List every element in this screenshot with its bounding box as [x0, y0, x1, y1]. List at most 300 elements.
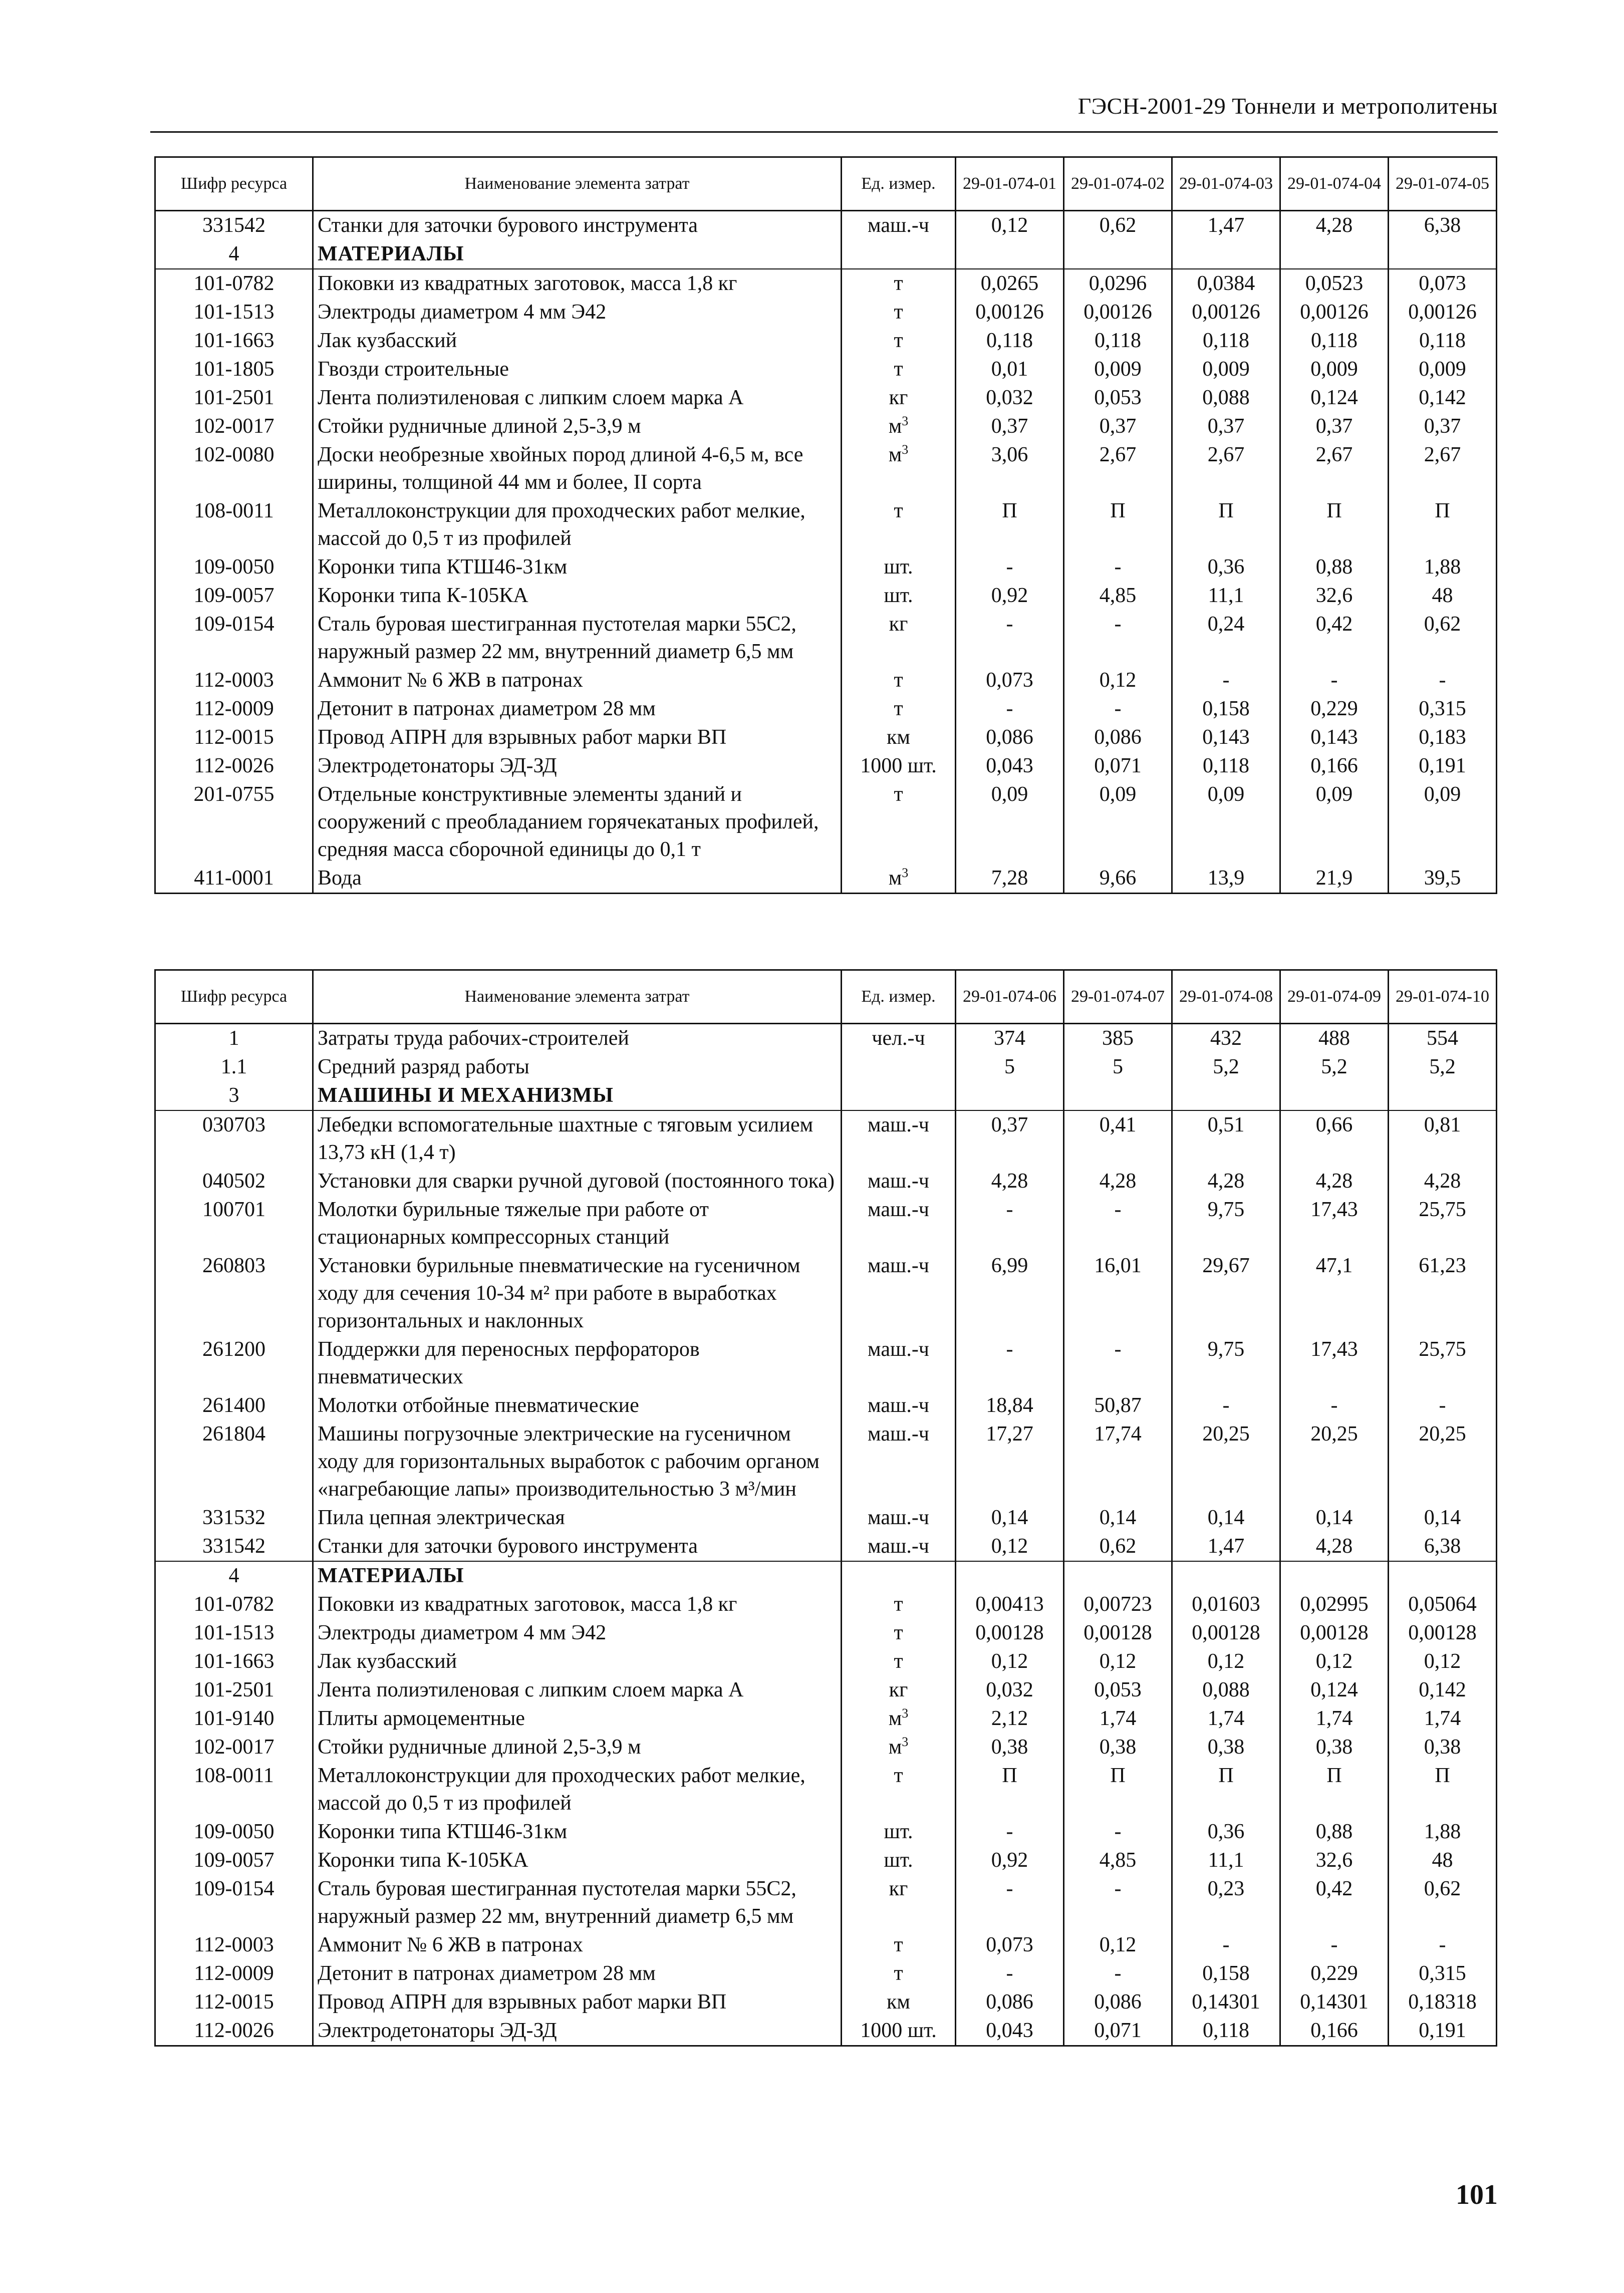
- value-cell: [956, 240, 1064, 269]
- value-cell: 4,28: [1389, 1167, 1497, 1196]
- value-cell: 0,05064: [1389, 1590, 1497, 1619]
- unit-cell: [842, 1818, 956, 1846]
- table-row: [155, 1420, 1497, 1504]
- value-cell: -: [1064, 1196, 1172, 1252]
- value-cell: 2,67: [1172, 441, 1280, 497]
- resource-code: 101-9140: [155, 1704, 313, 1733]
- unit-cell: [842, 1846, 956, 1875]
- value-cell: 0,166: [1280, 2017, 1389, 2046]
- unit-cell: [842, 1733, 956, 1762]
- unit-superscript: 3: [902, 1706, 909, 1721]
- resource-code: 101-1663: [155, 327, 313, 355]
- value-cell: 0,0296: [1064, 269, 1172, 298]
- unit-text: м: [888, 1736, 902, 1759]
- unit-cell: [842, 2017, 956, 2046]
- header-code: Шифр ресурса: [155, 157, 313, 211]
- table-row: [155, 1335, 1497, 1391]
- table-row: [155, 1676, 1497, 1704]
- value-cell: 6,38: [1389, 211, 1497, 240]
- resource-name: Стойки рудничные длиной 2,5-3,9 м: [313, 1733, 842, 1762]
- value-cell: 0,086: [956, 723, 1064, 752]
- value-cell: -: [956, 1335, 1064, 1391]
- value-cell: 0,229: [1280, 695, 1389, 723]
- value-cell: 0,142: [1389, 1676, 1497, 1704]
- unit-text: м: [888, 443, 902, 466]
- unit-superscript: 3: [902, 1735, 909, 1749]
- resource-code: 331542: [155, 211, 313, 240]
- resource-name: Аммонит № 6 ЖВ в патронах: [313, 1931, 842, 1959]
- value-cell: [1172, 1561, 1280, 1590]
- unit-cell: [842, 1196, 956, 1252]
- value-cell: 0,37: [1172, 412, 1280, 441]
- unit-cell: [842, 780, 956, 864]
- unit-cell: [842, 666, 956, 695]
- value-cell: 0,0384: [1172, 269, 1280, 298]
- unit-cell: [842, 1391, 956, 1420]
- value-cell: 20,25: [1389, 1420, 1497, 1504]
- value-cell: 385: [1064, 1024, 1172, 1053]
- value-cell: [1389, 1081, 1497, 1110]
- value-cell: 0,00126: [1064, 298, 1172, 327]
- resource-code: 4: [155, 1561, 313, 1590]
- resource-code: 4: [155, 240, 313, 269]
- resource-name: Лебедки вспомогательные шахтные с тяговым усилием 13,73 кН (1,4 т): [313, 1110, 842, 1167]
- table-row: [155, 582, 1497, 610]
- value-cell: -: [1064, 553, 1172, 582]
- resource-code: 112-0003: [155, 1931, 313, 1959]
- value-cell: 32,6: [1280, 582, 1389, 610]
- value-cell: 0,09: [1389, 780, 1497, 864]
- table-row: [155, 497, 1497, 553]
- value-cell: -: [1064, 610, 1172, 666]
- value-cell: [1389, 1561, 1497, 1590]
- value-cell: 0,09: [1280, 780, 1389, 864]
- unit-cell: [842, 1704, 956, 1733]
- unit-cell: [842, 384, 956, 412]
- value-cell: 0,088: [1172, 1676, 1280, 1704]
- table-row: [155, 1704, 1497, 1733]
- value-cell: 39,5: [1389, 864, 1497, 894]
- table-row: [155, 412, 1497, 441]
- value-cell: 0,0523: [1280, 269, 1389, 298]
- value-cell: 0,12: [1064, 1647, 1172, 1676]
- value-cell: 20,25: [1172, 1420, 1280, 1504]
- value-cell: 0,00128: [1172, 1619, 1280, 1647]
- resource-name: Провод АПРН для взрывных работ марки ВП: [313, 1988, 842, 2017]
- resource-code: 112-0003: [155, 666, 313, 695]
- page-number: 101: [1456, 2179, 1498, 2210]
- value-cell: 374: [956, 1024, 1064, 1053]
- table-row: [155, 1024, 1497, 1053]
- resource-name: Установки бурильные пневматические на гусеничном ходу для сечения 10-34 м² при работе в выработках горизонтальных и наклонных: [313, 1252, 842, 1335]
- table-row: [155, 298, 1497, 327]
- value-cell: П: [1064, 1762, 1172, 1818]
- unit-cell: [842, 1024, 956, 1053]
- unit-text: маш.-ч: [868, 1254, 929, 1277]
- value-cell: -: [1389, 1931, 1497, 1959]
- value-cell: 432: [1172, 1024, 1280, 1053]
- value-cell: 2,12: [956, 1704, 1064, 1733]
- value-cell: 0,124: [1280, 384, 1389, 412]
- value-cell: 17,27: [956, 1420, 1064, 1504]
- resource-table-1: [154, 156, 1497, 894]
- resource-name: Электродетонаторы ЭД-ЗД: [313, 752, 842, 780]
- unit-superscript: 3: [902, 414, 909, 428]
- header-col: 29-01-074-01: [956, 157, 1064, 211]
- resource-code: 260803: [155, 1252, 313, 1335]
- unit-cell: [842, 1167, 956, 1196]
- value-cell: 25,75: [1389, 1196, 1497, 1252]
- unit-cell: [842, 269, 956, 298]
- resource-name: Станки для заточки бурового инструмента: [313, 1532, 842, 1561]
- value-cell: 17,74: [1064, 1420, 1172, 1504]
- resource-code: 3: [155, 1081, 313, 1110]
- value-cell: 0,12: [1280, 1647, 1389, 1676]
- value-cell: -: [956, 1875, 1064, 1931]
- value-cell: 0,02995: [1280, 1590, 1389, 1619]
- value-cell: 50,87: [1064, 1391, 1172, 1420]
- value-cell: П: [1280, 1762, 1389, 1818]
- resource-code: 112-0026: [155, 752, 313, 780]
- resource-code: 261200: [155, 1335, 313, 1391]
- table-row: [155, 240, 1497, 269]
- value-cell: 0,118: [1172, 752, 1280, 780]
- value-cell: 0,12: [1064, 1931, 1172, 1959]
- header-col: 29-01-074-10: [1389, 970, 1497, 1024]
- value-cell: 0,00126: [1389, 298, 1497, 327]
- table-row: [155, 327, 1497, 355]
- resource-code: 101-0782: [155, 269, 313, 298]
- table-row: [155, 780, 1497, 864]
- unit-cell: [842, 1532, 956, 1561]
- resource-table-2: [154, 969, 1497, 2047]
- value-cell: 9,75: [1172, 1196, 1280, 1252]
- unit-text: км: [887, 726, 910, 749]
- resource-name: Поковки из квадратных заготовок, масса 1,8 кг: [313, 269, 842, 298]
- unit-cell: [842, 1504, 956, 1532]
- table-row: [155, 1619, 1497, 1647]
- resource-name: Поддержки для переносных перфораторов пневматических: [313, 1335, 842, 1391]
- table-row: [155, 1733, 1497, 1762]
- table-body: [155, 211, 1497, 894]
- value-cell: 0,009: [1064, 355, 1172, 384]
- value-cell: 0,118: [1172, 327, 1280, 355]
- value-cell: 0,053: [1064, 1676, 1172, 1704]
- resource-name: Средний разряд работы: [313, 1053, 842, 1081]
- value-cell: 4,28: [1280, 211, 1389, 240]
- unit-text: маш.-ч: [868, 1170, 929, 1193]
- value-cell: 0,191: [1389, 752, 1497, 780]
- resource-name: Установки для сварки ручной дуговой (постоянного тока): [313, 1167, 842, 1196]
- value-cell: 0,14: [1280, 1504, 1389, 1532]
- value-cell: -: [1280, 1391, 1389, 1420]
- unit-text: маш.-ч: [868, 1506, 929, 1529]
- value-cell: 0,073: [956, 666, 1064, 695]
- table-row: [155, 441, 1497, 497]
- table-row: [155, 553, 1497, 582]
- unit-text: маш.-ч: [868, 1198, 929, 1221]
- value-cell: 0,92: [956, 1846, 1064, 1875]
- value-cell: 0,37: [1064, 412, 1172, 441]
- value-cell: П: [956, 497, 1064, 553]
- resource-name: Поковки из квадратных заготовок, масса 1,8 кг: [313, 1590, 842, 1619]
- resource-code: 101-1513: [155, 298, 313, 327]
- value-cell: [1064, 1081, 1172, 1110]
- value-cell: 4,28: [1280, 1532, 1389, 1561]
- table-row: [155, 1762, 1497, 1818]
- unit-cell: [842, 298, 956, 327]
- value-cell: 0,124: [1280, 1676, 1389, 1704]
- unit-cell: [842, 610, 956, 666]
- unit-text: т: [894, 329, 903, 352]
- header-unit: Ед. измер.: [842, 970, 956, 1024]
- value-cell: [956, 1081, 1064, 1110]
- value-cell: 0,01603: [1172, 1590, 1280, 1619]
- value-cell: 0,14: [1064, 1504, 1172, 1532]
- resource-name: Пила цепная электрическая: [313, 1504, 842, 1532]
- value-cell: П: [1172, 497, 1280, 553]
- resource-code: 101-2501: [155, 1676, 313, 1704]
- resource-name: Коронки типа К-105КА: [313, 1846, 842, 1875]
- resource-name: Аммонит № 6 ЖВ в патронах: [313, 666, 842, 695]
- value-cell: 47,1: [1280, 1252, 1389, 1335]
- resource-name: Провод АПРН для взрывных работ марки ВП: [313, 723, 842, 752]
- value-cell: [1064, 1561, 1172, 1590]
- value-cell: 0,42: [1280, 1875, 1389, 1931]
- unit-cell: [842, 1619, 956, 1647]
- unit-cell: [842, 240, 956, 269]
- unit-cell: [842, 1988, 956, 2017]
- unit-text: т: [894, 1593, 903, 1616]
- value-cell: -: [956, 1959, 1064, 1988]
- unit-cell: [842, 1561, 956, 1590]
- unit-text: км: [887, 1990, 910, 2014]
- resource-name: Лак кузбасский: [313, 327, 842, 355]
- value-cell: 0,118: [1064, 327, 1172, 355]
- unit-text: м: [888, 415, 902, 438]
- unit-text: т: [894, 1650, 903, 1673]
- value-cell: 0,142: [1389, 384, 1497, 412]
- unit-text: кг: [889, 386, 908, 409]
- value-cell: 0,62: [1389, 1875, 1497, 1931]
- table-row: [155, 355, 1497, 384]
- value-cell: 0,053: [1064, 384, 1172, 412]
- value-cell: 0,41: [1064, 1110, 1172, 1167]
- table-row: [155, 1959, 1497, 1988]
- unit-cell: [842, 1420, 956, 1504]
- value-cell: 0,158: [1172, 695, 1280, 723]
- value-cell: 0,01: [956, 355, 1064, 384]
- resource-name: МАТЕРИАЛЫ: [313, 1561, 842, 1590]
- value-cell: 1,74: [1389, 1704, 1497, 1733]
- resource-name: Коронки типа К-105КА: [313, 582, 842, 610]
- resource-code: 030703: [155, 1110, 313, 1167]
- value-cell: 48: [1389, 582, 1497, 610]
- header-rule: [150, 131, 1498, 133]
- value-cell: -: [1064, 1818, 1172, 1846]
- value-cell: 0,00128: [1280, 1619, 1389, 1647]
- value-cell: -: [1172, 666, 1280, 695]
- table-row: [155, 1818, 1497, 1846]
- value-cell: -: [1280, 666, 1389, 695]
- resource-name: Станки для заточки бурового инструмента: [313, 211, 842, 240]
- value-cell: 0,00126: [1280, 298, 1389, 327]
- value-cell: 0,37: [956, 412, 1064, 441]
- resource-name: Доски необрезные хвойных пород длиной 4-6,5 м, все ширины, толщиной 44 мм и более, II сорта: [313, 441, 842, 497]
- resource-code: 261804: [155, 1420, 313, 1504]
- value-cell: 0,09: [1064, 780, 1172, 864]
- value-cell: 0,12: [956, 1647, 1064, 1676]
- value-cell: 2,67: [1280, 441, 1389, 497]
- table-row: [155, 1196, 1497, 1252]
- resource-name: Затраты труда рабочих-строителей: [313, 1024, 842, 1053]
- value-cell: 4,28: [956, 1167, 1064, 1196]
- value-cell: 0,92: [956, 582, 1064, 610]
- value-cell: 29,67: [1172, 1252, 1280, 1335]
- unit-text: м: [888, 867, 902, 890]
- unit-text: т: [894, 272, 903, 295]
- resource-code: 108-0011: [155, 497, 313, 553]
- value-cell: [1064, 240, 1172, 269]
- unit-text: 1000 шт.: [860, 2019, 937, 2042]
- header-unit: Ед. измер.: [842, 157, 956, 211]
- value-cell: 0,37: [1280, 412, 1389, 441]
- value-cell: 0,38: [1389, 1733, 1497, 1762]
- value-cell: 0,12: [1389, 1647, 1497, 1676]
- value-cell: -: [1172, 1931, 1280, 1959]
- unit-cell: [842, 1053, 956, 1081]
- unit-cell: [842, 752, 956, 780]
- value-cell: 0,12: [1064, 666, 1172, 695]
- resource-name: Гвозди строительные: [313, 355, 842, 384]
- value-cell: 0,229: [1280, 1959, 1389, 1988]
- value-cell: 0,143: [1280, 723, 1389, 752]
- header-name: Наименование элемента затрат: [313, 157, 842, 211]
- header-col: 29-01-074-09: [1280, 970, 1389, 1024]
- unit-text: 1000 шт.: [860, 754, 937, 777]
- value-cell: 0,032: [956, 1676, 1064, 1704]
- value-cell: 0,071: [1064, 2017, 1172, 2046]
- resource-name: Стойки рудничные длиной 2,5-3,9 м: [313, 412, 842, 441]
- resource-name: Лента полиэтиленовая с липким слоем марка А: [313, 1676, 842, 1704]
- value-cell: 0,37: [956, 1110, 1064, 1167]
- unit-text: т: [894, 358, 903, 381]
- unit-text: шт.: [884, 1820, 913, 1843]
- value-cell: [1389, 240, 1497, 269]
- value-cell: 0,00126: [1172, 298, 1280, 327]
- header-name: Наименование элемента затрат: [313, 970, 842, 1024]
- value-cell: -: [956, 610, 1064, 666]
- table-row: [155, 1590, 1497, 1619]
- table-row: [155, 1252, 1497, 1335]
- value-cell: 0,14: [1172, 1504, 1280, 1532]
- resource-name: МАШИНЫ И МЕХАНИЗМЫ: [313, 1081, 842, 1110]
- value-cell: П: [956, 1762, 1064, 1818]
- unit-text: маш.-ч: [868, 1535, 929, 1558]
- resource-code: 102-0017: [155, 412, 313, 441]
- table-header: [155, 970, 1497, 1024]
- table-row: [155, 1532, 1497, 1561]
- table-row: [155, 723, 1497, 752]
- value-cell: 0,09: [956, 780, 1064, 864]
- value-cell: 0,12: [956, 211, 1064, 240]
- value-cell: 0,00128: [956, 1619, 1064, 1647]
- value-cell: П: [1389, 497, 1497, 553]
- value-cell: 0,38: [1280, 1733, 1389, 1762]
- unit-text: т: [894, 1962, 903, 1985]
- unit-text: т: [894, 1933, 903, 1956]
- resource-name: Коронки типа КТШ46-31км: [313, 1818, 842, 1846]
- header-col: 29-01-074-08: [1172, 970, 1280, 1024]
- unit-cell: [842, 211, 956, 240]
- table-row: [155, 864, 1497, 894]
- unit-text: т: [894, 301, 903, 324]
- value-cell: 6,99: [956, 1252, 1064, 1335]
- unit-text: т: [894, 1621, 903, 1644]
- unit-cell: [842, 553, 956, 582]
- value-cell: 48: [1389, 1846, 1497, 1875]
- value-cell: 0,00723: [1064, 1590, 1172, 1619]
- unit-text: т: [894, 499, 903, 522]
- table-body: [155, 1024, 1497, 2046]
- resource-code: 101-1663: [155, 1647, 313, 1676]
- unit-cell: [842, 355, 956, 384]
- value-cell: 0,158: [1172, 1959, 1280, 1988]
- resource-code: 109-0057: [155, 582, 313, 610]
- unit-text: шт.: [884, 1849, 913, 1872]
- value-cell: 0,23: [1172, 1875, 1280, 1931]
- resource-code: 109-0154: [155, 610, 313, 666]
- value-cell: 0,62: [1389, 610, 1497, 666]
- value-cell: 0,00126: [956, 298, 1064, 327]
- page-header-title: ГЭСН-2001-29 Тоннели и метрополитены: [1077, 93, 1498, 119]
- value-cell: 0,00413: [956, 1590, 1064, 1619]
- unit-superscript: 3: [902, 442, 909, 457]
- value-cell: 0,38: [956, 1733, 1064, 1762]
- unit-text: маш.-ч: [868, 1394, 929, 1417]
- resource-name: Детонит в патронах диаметром 28 мм: [313, 695, 842, 723]
- resource-code: 102-0017: [155, 1733, 313, 1762]
- value-cell: 1,47: [1172, 1532, 1280, 1561]
- value-cell: 0,315: [1389, 695, 1497, 723]
- resource-code: 261400: [155, 1391, 313, 1420]
- value-cell: 0,009: [1389, 355, 1497, 384]
- value-cell: [1280, 240, 1389, 269]
- value-cell: 0,12: [1172, 1647, 1280, 1676]
- resource-name: Коронки типа КТШ46-31км: [313, 553, 842, 582]
- unit-cell: [842, 1875, 956, 1931]
- resource-code: 112-0009: [155, 695, 313, 723]
- value-cell: [1172, 240, 1280, 269]
- resource-name: Лак кузбасский: [313, 1647, 842, 1676]
- value-cell: [1280, 1561, 1389, 1590]
- table-row: [155, 1647, 1497, 1676]
- value-cell: 0,086: [956, 1988, 1064, 2017]
- value-cell: 488: [1280, 1024, 1389, 1053]
- value-cell: 1,74: [1280, 1704, 1389, 1733]
- resource-name: Сталь буровая шестигранная пустотелая марки 55С2, наружный размер 22 мм, внутренний диаметр 6,5 мм: [313, 610, 842, 666]
- value-cell: [1280, 1081, 1389, 1110]
- value-cell: 0,166: [1280, 752, 1389, 780]
- table-row: [155, 1875, 1497, 1931]
- value-cell: 5,2: [1280, 1053, 1389, 1081]
- table-row: [155, 1846, 1497, 1875]
- value-cell: -: [956, 695, 1064, 723]
- value-cell: 0,00128: [1064, 1619, 1172, 1647]
- value-cell: -: [1064, 1959, 1172, 1988]
- header-col: 29-01-074-02: [1064, 157, 1172, 211]
- value-cell: 4,85: [1064, 1846, 1172, 1875]
